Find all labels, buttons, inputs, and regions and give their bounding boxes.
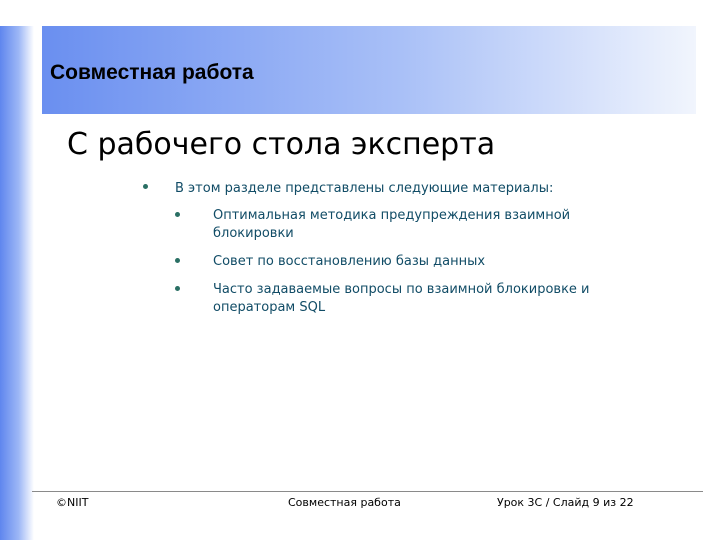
slide-heading: С рабочего стола эксперта	[67, 127, 496, 162]
section-title: Совместная работа	[50, 61, 254, 84]
sub-bullet-list	[175, 207, 640, 317]
footer-divider	[32, 491, 703, 492]
bullet-list	[140, 181, 640, 327]
footer-page-number: Урок 3С / Слайд 9 из 22	[497, 496, 634, 509]
list-item	[175, 281, 640, 317]
footer-copyright: ©NIIT	[56, 496, 89, 509]
list-item	[175, 253, 640, 271]
intro-text: В этом разделе представлены следующие материалы:	[175, 181, 554, 196]
list-item-text: Оптимальная методика предупреждения взаимной блокировки	[213, 208, 571, 241]
list-item-text: Совет по восстановлению базы данных	[213, 254, 486, 269]
intro-bullet	[140, 181, 640, 317]
list-item	[175, 207, 640, 243]
list-item-text: Часто задаваемые вопросы по взаимной блокировке и операторам SQL	[213, 282, 590, 315]
footer-title: Совместная работа	[288, 496, 401, 509]
left-accent-bar	[0, 26, 34, 540]
